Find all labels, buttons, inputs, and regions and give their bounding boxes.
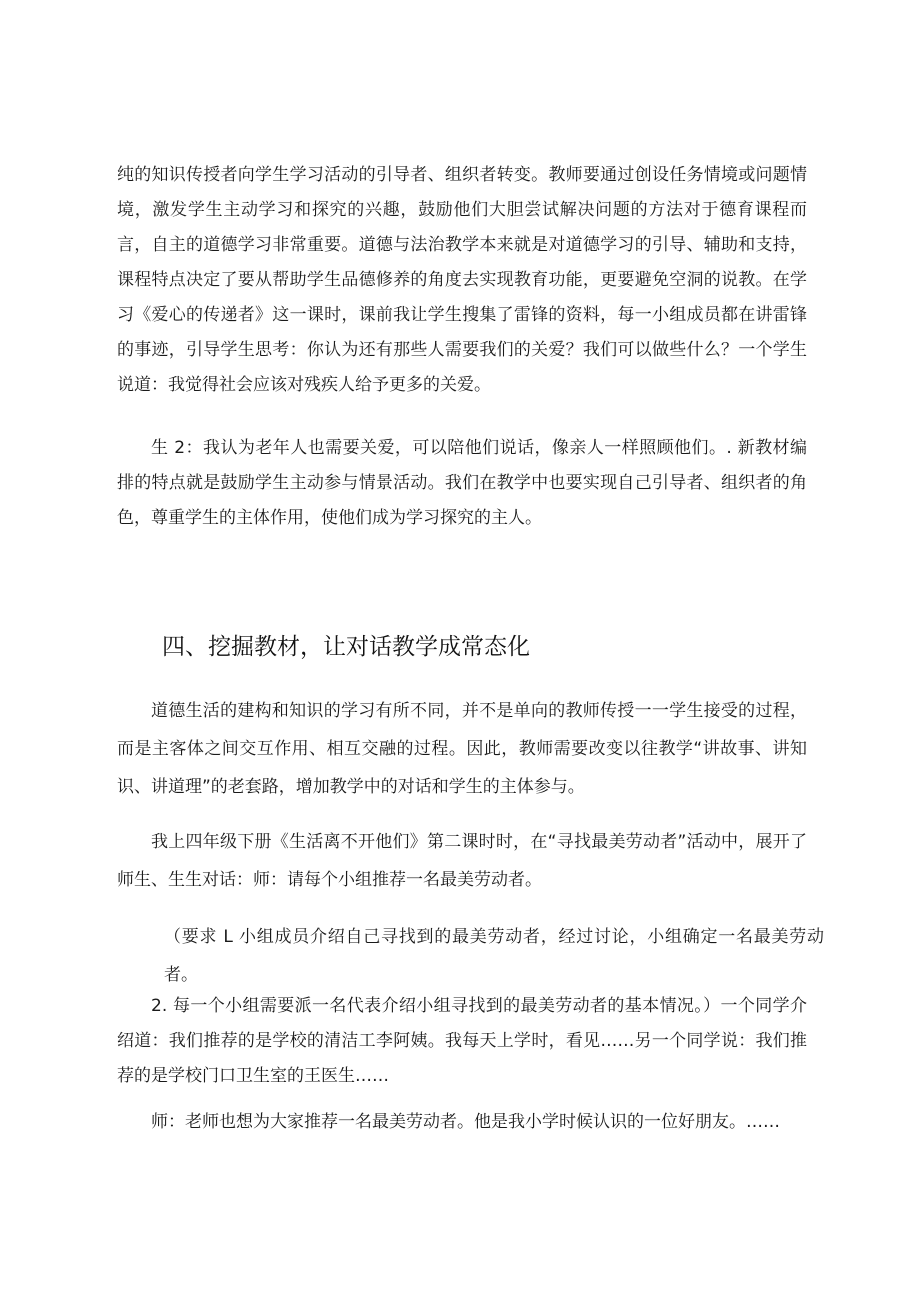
paragraph-4: 我上四年级下册《生活离不开他们》第二课时时，在“寻找最美劳动者”活动中，展开了师生、生生对话：师：请每个小组推荐一名最美劳动者。: [117, 832, 807, 890]
paragraph-5: （要求 L 小组成员介绍自己寻找到的最美劳动者，经过讨论，小组确定一名最美劳动者。: [164, 927, 824, 985]
paragraph-7: 师：老师也想为大家推荐一名最美劳动者。他是我小学时候认识的一位好朋友。……: [151, 1112, 780, 1132]
paragraph-6: 2. 每一个小组需要派一名代表介绍小组寻找到的最美劳动者的基本情况。）一个同学介绍道：我们推荐的是学校的清洁工李阿姨。我每天上学时，看见……另一个同学说：我们推荐的是学校门口卫生室的王医生……: [117, 996, 807, 1086]
paragraph-3: 道德生活的建构和知识的学习有所不同，并不是单向的教师传授一一学生接受的过程，而是主客体之间交互作用、相互交融的过程。因此，教师需要改变以往教学“讲故事、讲知识、讲道理”的老套路，增加教学中的对话和学生的主体参与。: [117, 701, 807, 797]
paragraph-2: 生 2：我认为老年人也需要关爱，可以陪他们说话，像亲人一样照顾他们。. 新教材编排的特点就是鼓励学生主动参与情景活动。我们在教学中也要实现自己引导者、组织者的角色，尊重学生的主体作用，使他们成为学习探究的主人。: [117, 438, 807, 528]
section-heading: 四、挖掘教材，让对话教学成常态化: [162, 634, 530, 660]
paragraph-1: 纯的知识传授者向学生学习活动的引导者、组织者转变。教师要通过创设任务情境或问题情境，激发学生主动学习和探究的兴趣，鼓励他们大胆尝试解决问题的方法对于德育课程而言，自主的道德学习非常重要。道德与法治教学本来就是对道德学习的引导、辅助和支持，课程特点决定了要从帮助学生品德修养的角度去实现教育功能，更要避免空洞的说教。在学习《爱心的传递者》这一课时，课前我让学生搜集了雷锋的资料，每一小组成员都在讲雷锋的事迹，引导学生思考：你认为还有那些人需要我们的关爱？我们可以做些什么？一个学生说道：我觉得社会应该对残疾人给予更多的关爱。: [117, 165, 807, 395]
